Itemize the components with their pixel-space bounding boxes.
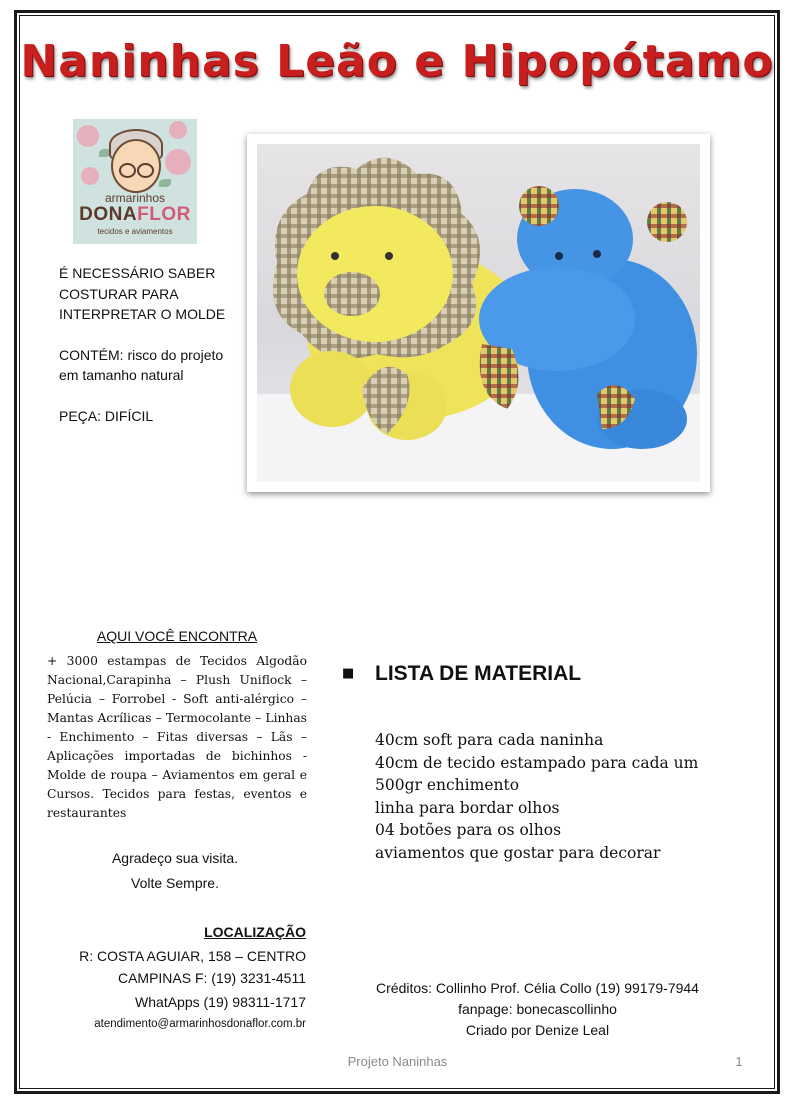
logo-text-dona: DONA xyxy=(79,204,138,225)
store-products-description: + 3000 estampas de Tecidos Algodão Nacional,Carapinha – Plush Uniflock – Pelúcia – Forrobel - Soft anti-alérgico – Mantas Acrílicas – Termocolante – Linhas - Enchimento – Fitas diversas – Lãs – Aplicações importadas de bichinhos - Molde de roupa – Aviamentos em geral e Cursos. Tecidos para festas, eventos e restaurantes xyxy=(47,654,307,820)
farewell-message: Volte Sempre. xyxy=(131,875,219,891)
logo-flower-decoration xyxy=(77,125,99,147)
credits-block xyxy=(330,978,745,1041)
materials-heading: LISTA DE MATERIAL xyxy=(375,662,582,685)
credits-creator: Criado por Denize Leal xyxy=(465,1022,610,1038)
credits-author: Créditos: Collinho Prof. Célia Collo (19) 99179-7944 xyxy=(376,980,699,996)
logo-glasses-icon xyxy=(119,163,136,178)
sewing-requirement: É NECESSÁRIO SABER COSTURAR PARA INTERPRETAR O MOLDE xyxy=(59,265,226,322)
store-email: atendimento@armarinhosdonaflor.com.br xyxy=(94,1018,306,1030)
list-item: linha para bordar olhos xyxy=(375,798,560,817)
store-city-phone: CAMPINAS F: (19) 3231-4511 xyxy=(117,970,306,986)
logo-flower-decoration xyxy=(169,121,187,139)
thanks-message: Agradeço sua visita. xyxy=(111,850,239,866)
logo-text-top: armarinhos xyxy=(104,191,166,205)
logo-leaf-decoration xyxy=(159,179,171,187)
location-heading: LOCALIZAÇÃO xyxy=(204,924,306,940)
store-logo xyxy=(73,119,197,244)
pattern-contents: CONTÉM: risco do projeto em tamanho natural xyxy=(59,346,224,383)
difficulty-level: PEÇA: DIFÍCIL xyxy=(59,407,154,424)
store-section-heading: AQUI VOCÊ ENCONTRA xyxy=(96,628,258,644)
credits-fanpage: fanpage: bonecascollinho xyxy=(458,1001,617,1017)
logo-flower-decoration xyxy=(81,167,99,185)
page-title: Naninhas Leão e Hipopótamo xyxy=(20,36,774,87)
list-item: 40cm soft para cada naninha xyxy=(375,731,604,749)
intro-notes xyxy=(59,263,229,446)
list-item: 04 botões para os olhos xyxy=(375,821,562,839)
logo-grandma-face-icon xyxy=(111,139,161,193)
store-whatsapp: WhatApps (19) 98311-1717 xyxy=(135,994,306,1010)
plush-illustration xyxy=(257,144,700,482)
square-bullet-icon: ■ xyxy=(342,666,355,681)
list-item: 500gr enchimento xyxy=(375,776,520,794)
product-photo-scene xyxy=(257,144,700,482)
logo-text-flor: FLOR xyxy=(137,204,191,225)
list-item: aviamentos que gostar para decorar xyxy=(375,843,661,862)
list-item: 40cm de tecido estampado para cada um xyxy=(375,753,699,772)
logo-text-main xyxy=(73,204,197,226)
footer-page-number: 1 xyxy=(735,1054,743,1069)
materials-list xyxy=(375,729,698,864)
logo-flower-decoration xyxy=(165,149,191,175)
logo-text-sub: tecidos e aviamentos xyxy=(97,227,173,236)
logo-glasses-icon xyxy=(137,163,154,178)
product-photo xyxy=(247,134,710,492)
footer-project-name: Projeto Naninhas xyxy=(347,1054,448,1069)
store-address: R: COSTA AGUIAR, 158 – CENTRO xyxy=(79,948,306,964)
